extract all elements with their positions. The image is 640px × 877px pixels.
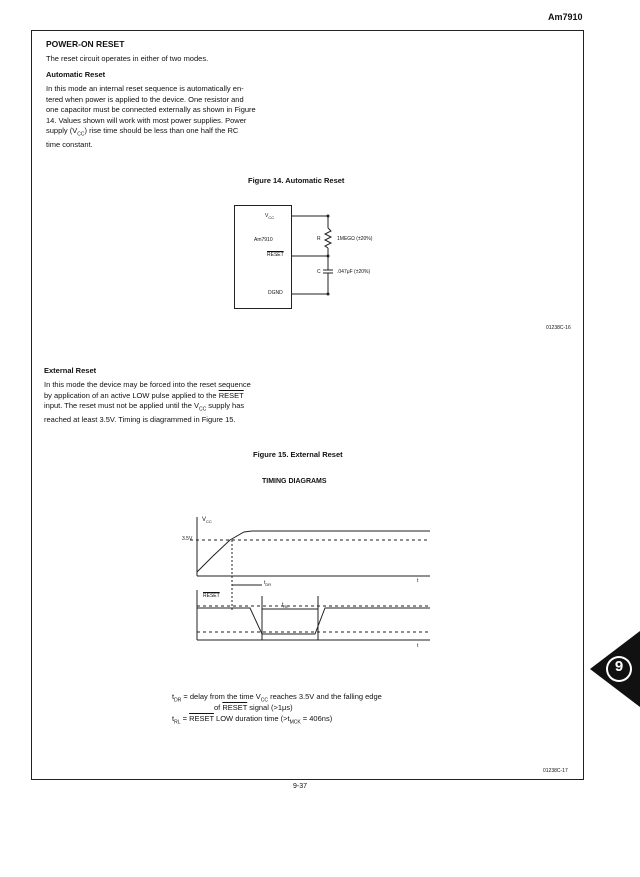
- figure15-caption: Figure 15. External Reset: [253, 450, 343, 459]
- external-line-1: In this mode the device may be forced into the reset sequence: [44, 380, 251, 389]
- figure14-c-value: .047μF (±20%): [337, 269, 371, 275]
- figure14-pin-dgnd: DGND: [268, 290, 283, 296]
- figure14-pin-reset: RESET: [267, 252, 284, 258]
- legend-line-2: of RESET signal (>1μs): [214, 703, 293, 712]
- section-intro: The reset circuit operates in either of two modes.: [46, 54, 209, 63]
- figure14-caption: Figure 14. Automatic Reset: [248, 176, 345, 185]
- figure14-pin-vcc: $V_{CC}$: [265, 213, 275, 220]
- automatic-line-5-sub: CC: [77, 131, 85, 138]
- page-number: 9-37: [293, 783, 308, 790]
- automatic-line-5b: ) rise time should be less than one half the RC: [84, 126, 239, 135]
- external-line-4: reached at least 3.5V. Timing is diagrammed in Figure 15.: [44, 415, 236, 424]
- external-line-2: by application of an active LOW pulse applied to the RESET: [44, 390, 244, 400]
- part-number: Am7910: [548, 12, 583, 22]
- section-title: POWER-ON RESET: [46, 39, 125, 49]
- automatic-line-1: In this mode an internal reset sequence is automatically en-: [46, 84, 244, 93]
- legend-line-1: $t_{DR}$ = delay from the time $V_{CC}$ reaches 3.5V and the falling edge: [172, 692, 382, 704]
- figure15-id: 01238C-17: [543, 768, 568, 774]
- timing-title: TIMING DIAGRAMS: [262, 478, 327, 485]
- legend-line-3: $t_{RL}$ = RESET LOW duration time $(>t_{MCK} = 406ns)$: [172, 714, 333, 726]
- external-reset-heading: External Reset: [44, 366, 97, 375]
- figure14-id: 01238C-16: [546, 325, 571, 331]
- timing-t-axis-2: t: [417, 643, 419, 649]
- timing-t-axis-1: t: [417, 578, 419, 584]
- automatic-reset-heading: Automatic Reset: [46, 70, 106, 79]
- timing-reset-label: RESET: [203, 593, 220, 599]
- timing-vcc-label: $V_{CC}$: [202, 517, 212, 525]
- timing-level-label: 3.5V: [182, 536, 193, 542]
- automatic-line-3: one capacitor must be connected externally as shown in Figure: [46, 105, 256, 114]
- figure14-c-label: C: [317, 269, 321, 275]
- automatic-line-2: tered when power is applied to the device. One resistor and: [46, 94, 244, 104]
- timing-trl-label: $t_{RL}$: [282, 602, 289, 609]
- timing-tdr-label: $t_{DR}$: [264, 580, 272, 587]
- external-line-3: input. The reset must not be applied until the $V_{CC}$ supply has: [44, 401, 245, 413]
- section-tab-label: 9: [614, 658, 624, 675]
- figure14-r-label: R: [317, 236, 321, 242]
- figure14-chip-label: Am7910: [254, 237, 273, 243]
- automatic-line-5a: supply (V: [46, 126, 78, 135]
- automatic-line-6: time constant.: [46, 140, 93, 149]
- automatic-line-4: 14. Values shown will work with most power supplies. Power: [46, 115, 247, 125]
- figure14-r-value: 1MEGΩ (±20%): [337, 236, 373, 242]
